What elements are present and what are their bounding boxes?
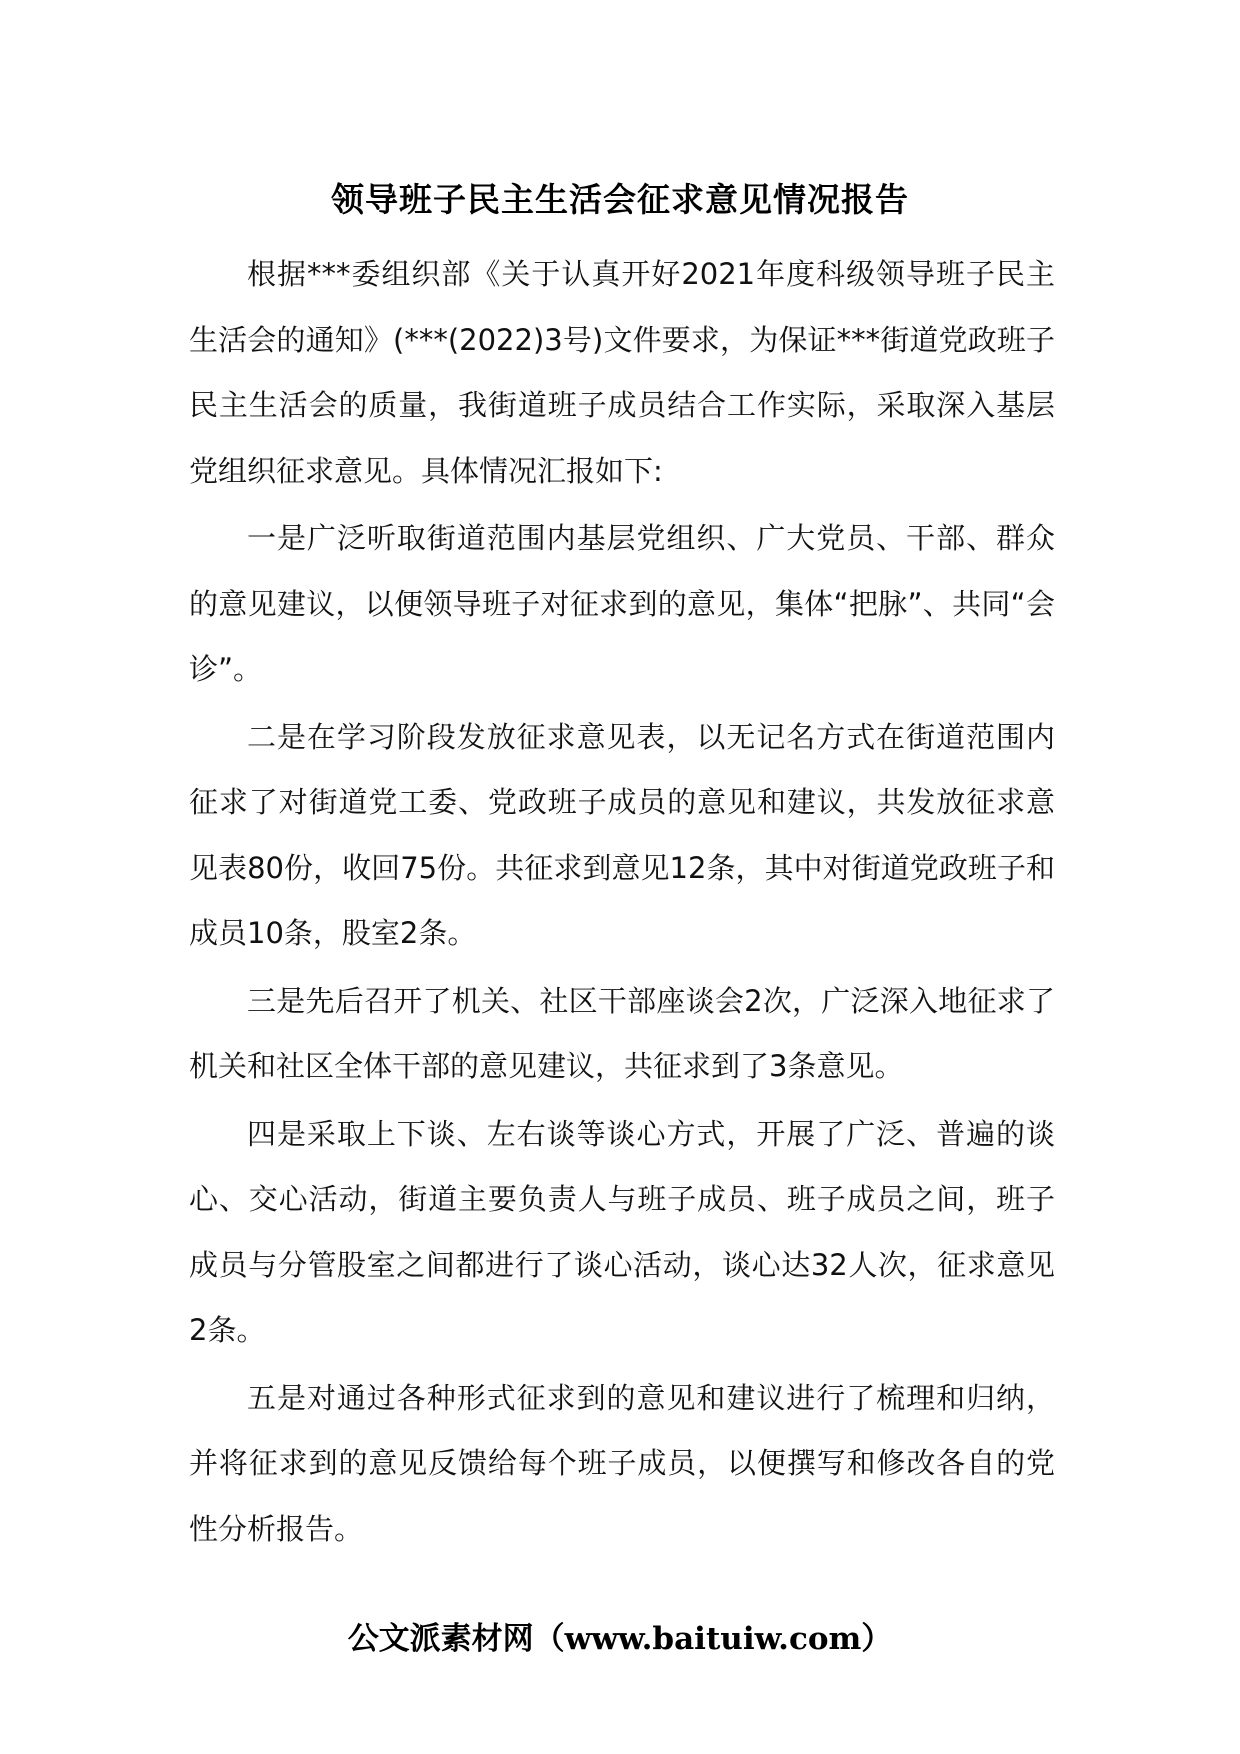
source-footer: 公文派素材网（www.baituiw.com）	[347, 1621, 893, 1657]
paragraph-item-3: 三是先后召开了机关、社区干部座谈会2次，广泛深入地征求了机关和社区全体干部的意见建议，共征求到了3条意见。	[189, 983, 1055, 1083]
document-title: 领导班子民主生活会征求意见情况报告	[331, 180, 909, 219]
document-body	[189, 242, 1055, 1562]
paragraph-item-2: 二是在学习阶段发放征求意见表，以无记名方式在街道范围内征求了对街道党工委、党政班子成员的意见和建议，共发放征求意见表80份，收回75份。共征求到意见12条，其中对街道党政班子和成员10条，股室2条。	[189, 719, 1055, 950]
paragraph-item-4: 四是采取上下谈、左右谈等谈心方式，开展了广泛、普遍的谈心、交心活动，街道主要负责人与班子成员、班子成员之间，班子成员与分管股室之间都进行了谈心活动，谈心达32人次，征求意见2条。	[189, 1116, 1055, 1347]
paragraph-item-5: 五是对通过各种形式征求到的意见和建议进行了梳理和归纳，并将征求到的意见反馈给每个班子成员，以便撰写和修改各自的党性分析报告。	[189, 1380, 1055, 1546]
paragraph-intro: 根据***委组织部《关于认真开好2021年度科级领导班子民主生活会的通知》(***(2022)3号)文件要求，为保证***街道党政班子民主生活会的质量，我街道班子成员结合工作实际，采取深入基层党组织征求意见。具体情况汇报如下:	[189, 257, 1055, 488]
paragraph-item-1: 一是广泛听取街道范围内基层党组织、广大党员、干部、群众的意见建议，以便领导班子对征求到的意见，集体“把脉”、共同“会诊”。	[189, 521, 1055, 686]
